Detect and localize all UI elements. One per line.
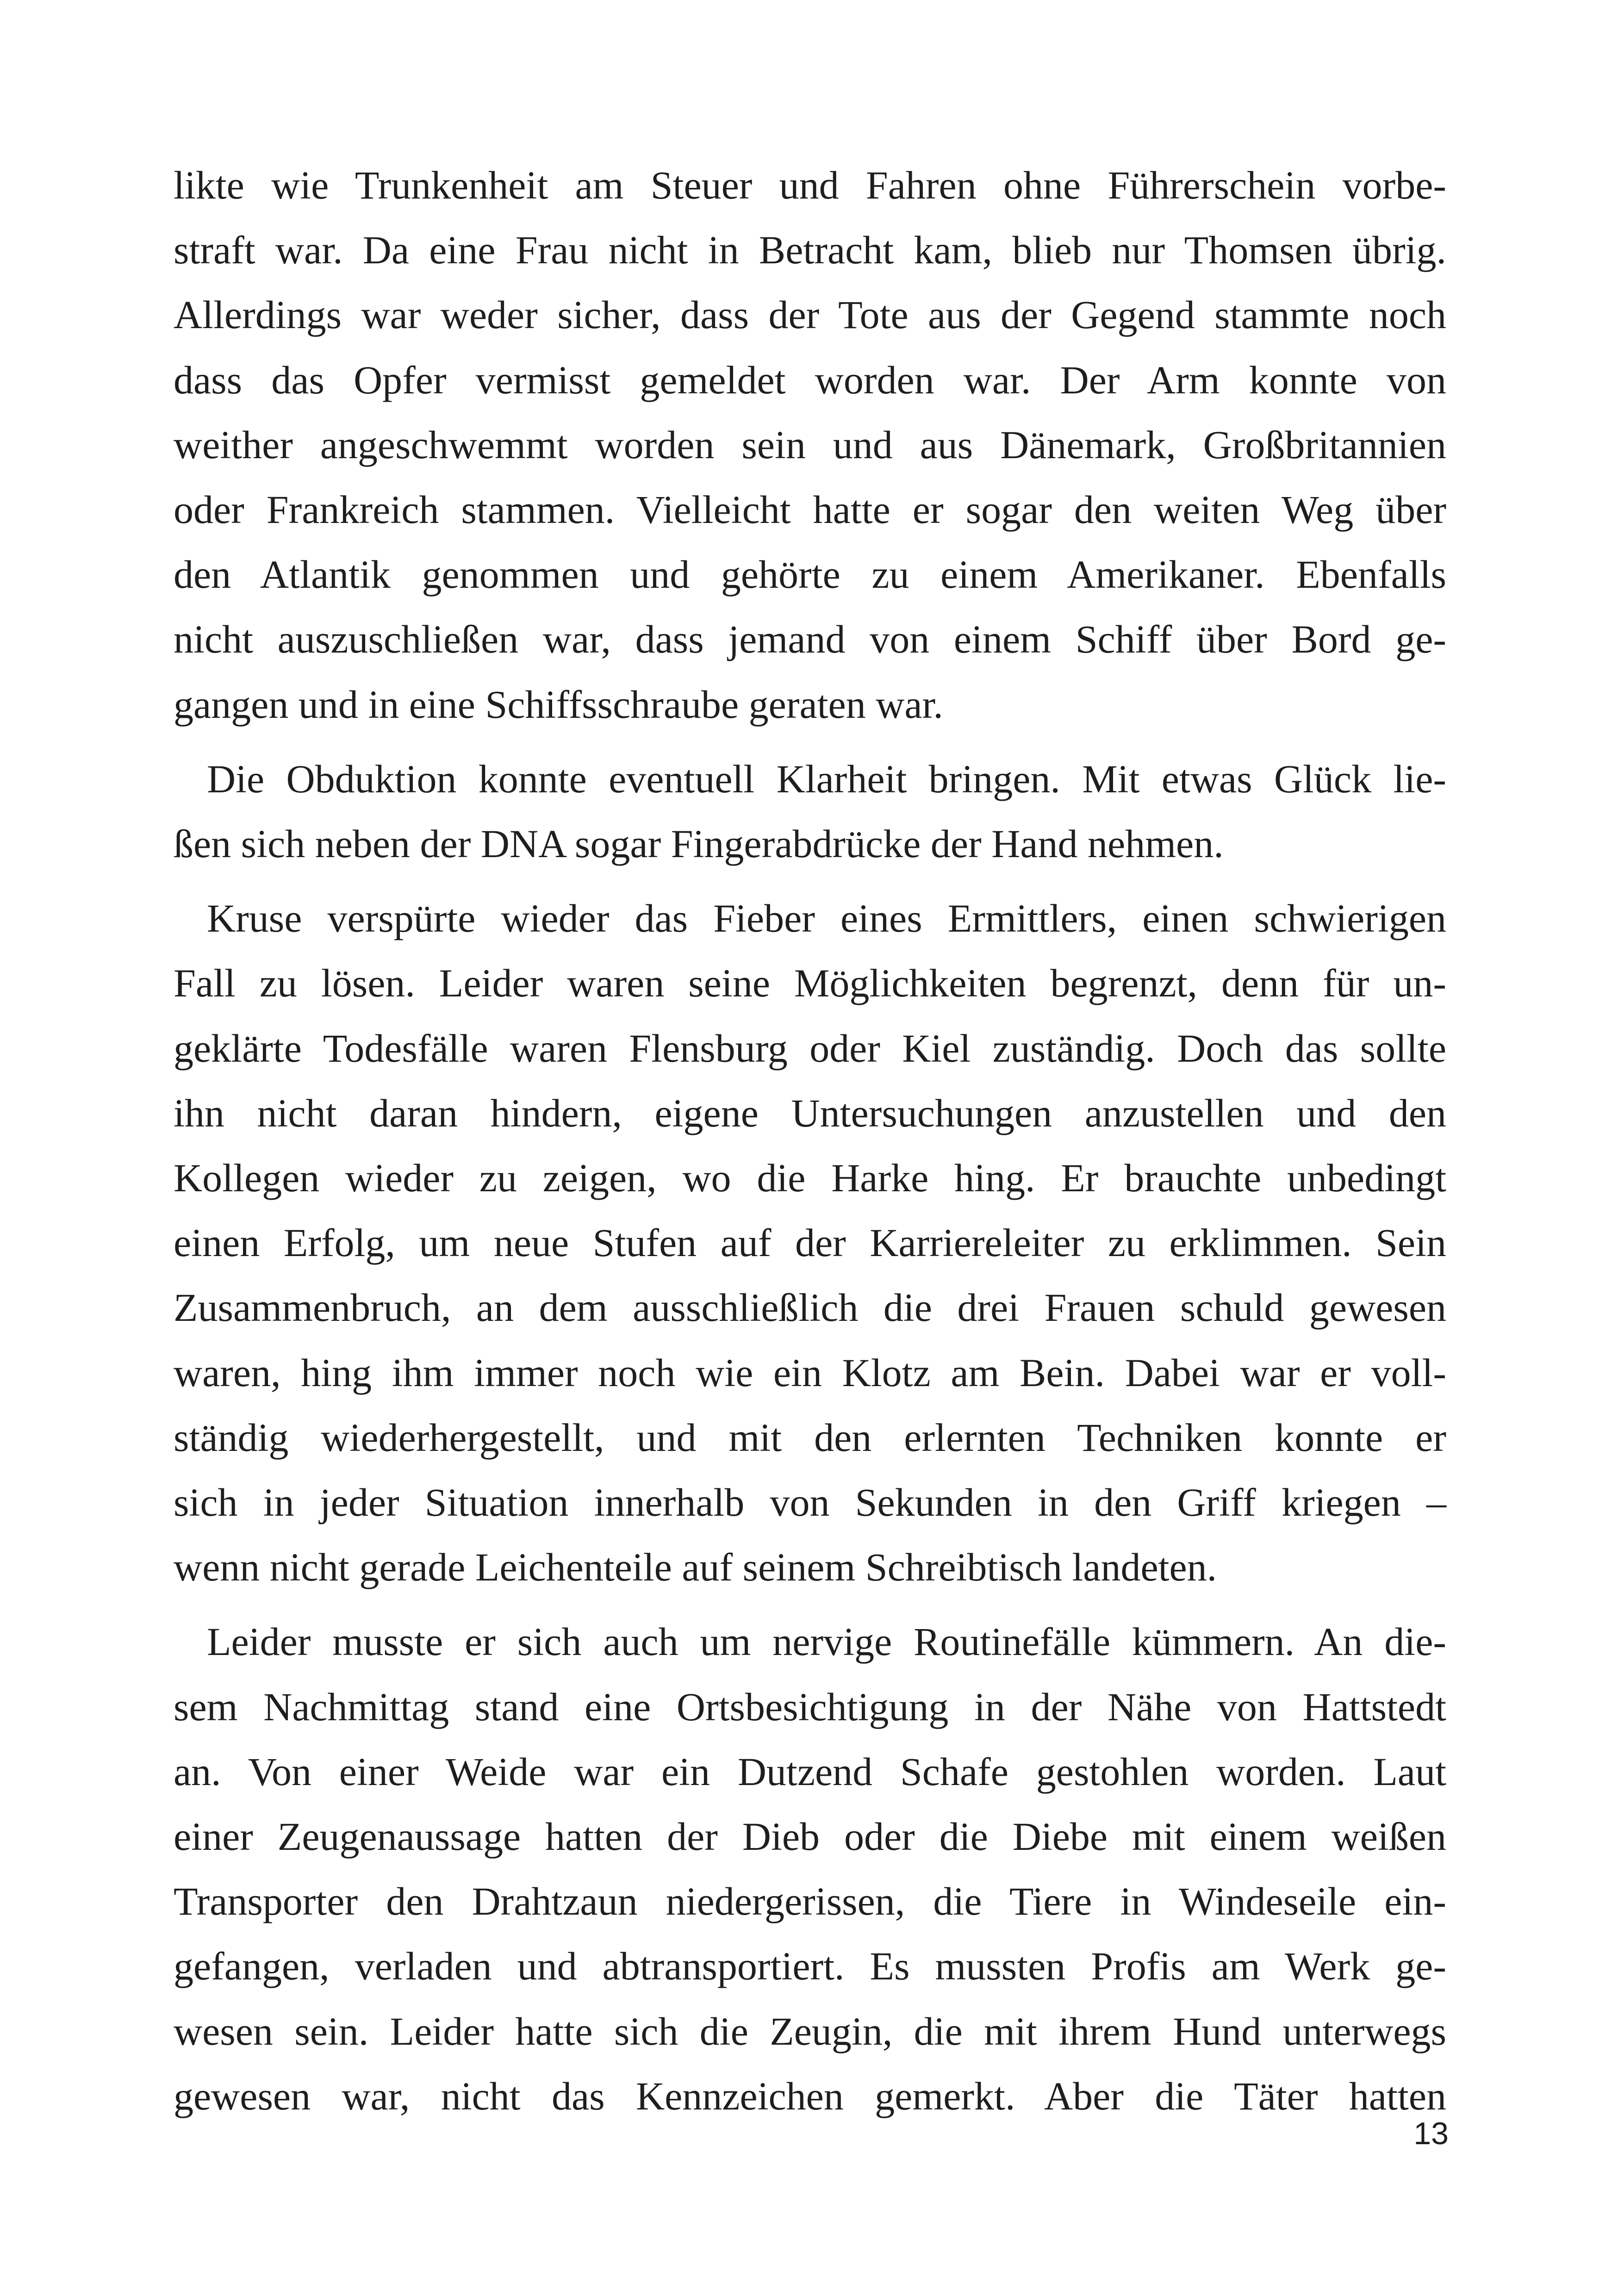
text-line: Transporter den Drahtzaun niedergerissen, die Tiere in Windeseile ein- bbox=[174, 1879, 1446, 1924]
text-line: Allerdings war weder sicher, dass der Tote aus der Gegend stammte noch bbox=[174, 292, 1446, 337]
text-line: ihn nicht daran hindern, eigene Untersuchungen anzustellen und den bbox=[174, 1090, 1446, 1135]
text-line: sem Nachmittag stand eine Ortsbesichtigung in der Nähe von Hattstedt bbox=[174, 1684, 1446, 1729]
text-line: Fall zu lösen. Leider waren seine Möglichkeiten begrenzt, denn für un- bbox=[174, 961, 1446, 1006]
text-line: oder Frankreich stammen. Vielleicht hatte er sogar den weiten Weg über bbox=[174, 487, 1446, 532]
text-line: geklärte Todesfälle waren Flensburg oder Kiel zuständig. Doch das sollte bbox=[174, 1026, 1446, 1070]
text-line: an. Von einer Weide war ein Dutzend Schafe gestohlen worden. Laut bbox=[174, 1749, 1446, 1794]
text-line: wenn nicht gerade Leichenteile auf seinem Schreibtisch landeten. bbox=[174, 1545, 1217, 1590]
text-line: gewesen war, nicht das Kennzeichen gemerkt. Aber die Täter hatten bbox=[174, 2073, 1446, 2118]
text-line: weither angeschwemmt worden sein und aus Dänemark, Großbritannien bbox=[174, 422, 1446, 467]
text-line: Zusammenbruch, an dem ausschließlich die drei Frauen schuld gewesen bbox=[174, 1285, 1446, 1330]
page-number: 13 bbox=[1413, 2116, 1449, 2151]
text-line: dass das Opfer vermisst gemeldet worden war. Der Arm konnte von bbox=[174, 357, 1446, 402]
text-line: ßen sich neben der DNA sogar Fingerabdrücke der Hand nehmen. bbox=[174, 821, 1224, 866]
text-line: nicht auszuschließen war, dass jemand von einem Schiff über Bord ge- bbox=[174, 617, 1446, 662]
text-line: Kollegen wieder zu zeigen, wo die Harke hing. Er brauchte unbedingt bbox=[174, 1156, 1446, 1201]
text-line: einen Erfolg, um neue Stufen auf der Karriereleiter zu erklimmen. Sein bbox=[174, 1220, 1446, 1265]
paragraph-2 bbox=[174, 747, 1446, 876]
text-line: ständig wiederhergestellt, und mit den erlernten Techniken konnte er bbox=[174, 1415, 1446, 1460]
paragraph-3 bbox=[174, 886, 1446, 1599]
text-line: gangen und in eine Schiffsschraube geraten war. bbox=[174, 682, 943, 727]
paragraph-1 bbox=[174, 153, 1446, 737]
body-text bbox=[174, 153, 1446, 2138]
text-line: sich in jeder Situation innerhalb von Sekunden in den Griff kriegen – bbox=[174, 1480, 1446, 1525]
text-line: Leider musste er sich auch um nervige Routinefälle kümmern. An die- bbox=[207, 1619, 1446, 1664]
text-line: gefangen, verladen und abtransportiert. Es mussten Profis am Werk ge- bbox=[174, 1944, 1446, 1989]
text-line: wesen sein. Leider hatte sich die Zeugin, die mit ihrem Hund unterwegs bbox=[174, 2009, 1446, 2053]
text-line: einer Zeugenaussage hatten der Dieb oder die Diebe mit einem weißen bbox=[174, 1814, 1446, 1859]
text-line: likte wie Trunkenheit am Steuer und Fahren ohne Führerschein vorbe- bbox=[174, 163, 1446, 207]
paragraph-4 bbox=[174, 1609, 1446, 2128]
text-line: waren, hing ihm immer noch wie ein Klotz am Bein. Dabei war er voll- bbox=[174, 1350, 1446, 1395]
text-line: den Atlantik genommen und gehörte zu einem Amerikaner. Ebenfalls bbox=[174, 552, 1446, 597]
text-line: Die Obduktion konnte eventuell Klarheit bringen. Mit etwas Glück lie- bbox=[207, 756, 1446, 801]
text-line: Kruse verspürte wieder das Fieber eines Ermittlers, einen schwierigen bbox=[207, 896, 1446, 941]
text-line: straft war. Da eine Frau nicht in Betracht kam, blieb nur Thomsen übrig. bbox=[174, 228, 1446, 273]
